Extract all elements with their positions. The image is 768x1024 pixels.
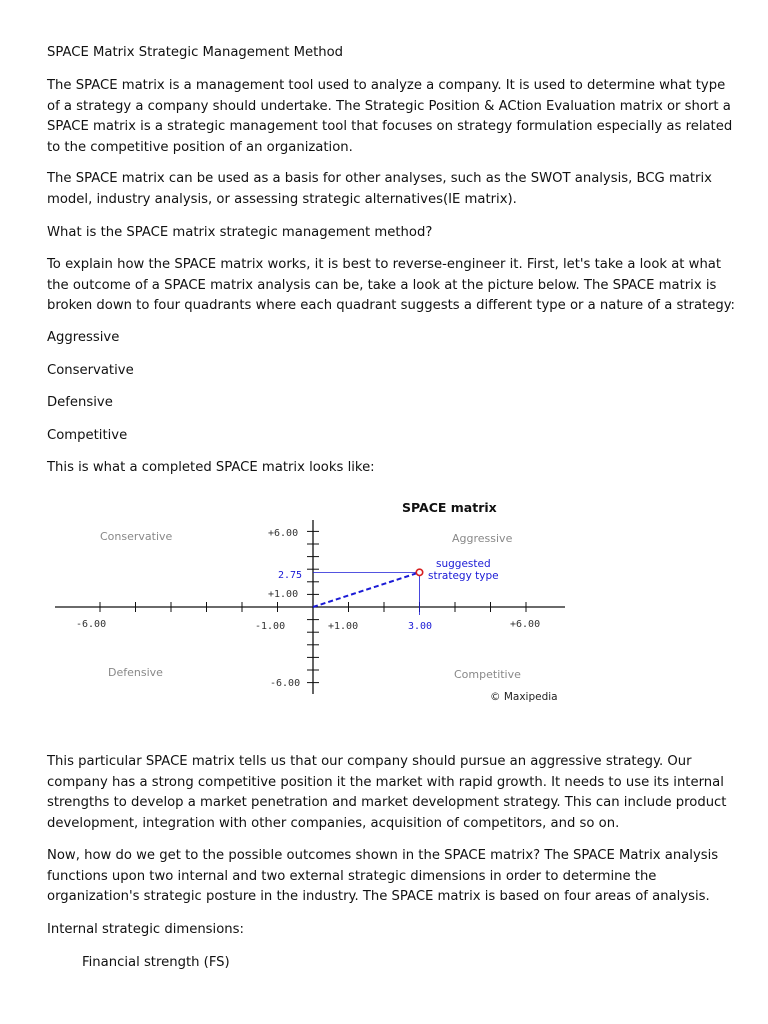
y-tick-pos1: +1.00 — [268, 589, 299, 600]
intro-paragraph: The SPACE matrix is a management tool used to analyze a company. It is used to determine what type of a strategy a company should undertake. The Strategic Position & ACtion Evaluation matrix or short a SPACE matrix is a strategic management tool that focuses on strategy formulation especially as related to the competitive position of an organization. — [47, 78, 733, 155]
uses-paragraph: The SPACE matrix can be used as a basis for other analyses, such as the SWOT analysis, BCG matrix model, industry analysis, or assessing strategic alternatives(IE matrix). — [47, 171, 712, 207]
space-matrix-chart — [40, 490, 600, 715]
annotation-line-2: strategy type — [428, 570, 499, 582]
quadrant-competitive: Competitive — [454, 668, 521, 681]
list-item-competitive: Competitive — [47, 428, 128, 443]
dimensions-paragraph: Now, how do we get to the possible outcomes shown in the SPACE matrix? The SPACE Matrix analysis functions upon two internal and two external strategic dimensions in order to determine the organization's strategic posture in the industry. The SPACE matrix is based on four areas of analysis. — [47, 848, 719, 904]
internal-heading: Internal strategic dimensions: — [47, 922, 244, 937]
chart-title: SPACE matrix — [402, 500, 497, 515]
list-item-defensive: Defensive — [47, 395, 113, 410]
data-marks — [313, 569, 423, 615]
y-tick-pos6: +6.00 — [268, 528, 299, 539]
strategy-point — [416, 569, 422, 575]
list-item-aggressive: Aggressive — [47, 330, 120, 345]
question-line: What is the SPACE matrix strategic management method? — [47, 225, 433, 240]
doc-heading: SPACE Matrix Strategic Management Method — [47, 45, 344, 60]
conclusion-paragraph: This particular SPACE matrix tells us that our company should pursue an aggressive strategy. Our company has a strong competitive position it the market with rapid growth. It needs to use its internal strengths to develop a market penetration and market development strategy. This can include product development, integration with other companies, acquisition of competitors, and so on. — [47, 754, 727, 831]
figure-intro: This is what a completed SPACE matrix looks like: — [47, 460, 375, 475]
quadrant-conservative: Conservative — [100, 530, 173, 543]
x-tick-neg1: -1.00 — [255, 621, 286, 632]
list-item-conservative: Conservative — [47, 363, 134, 378]
strategy-vector — [313, 572, 420, 607]
quadrant-defensive: Defensive — [108, 666, 163, 679]
credit-maxipedia: © Maxipedia — [490, 691, 558, 703]
annotation-line-1: suggested — [436, 558, 491, 570]
y-tick-2-75: 2.75 — [278, 570, 303, 581]
y-tick-neg6: -6.00 — [270, 678, 301, 689]
x-tick-pos1: +1.00 — [328, 621, 359, 632]
explain-paragraph: To explain how the SPACE matrix works, it is best to reverse-engineer it. First, let's take a look at what the outcome of a SPACE matrix analysis can be, take a look at the picture below. The SPACE matrix is broken down to four quadrants where each quadrant suggests a different type or a nature of a strategy: — [47, 257, 735, 313]
internal-item-fs: Financial strength (FS) — [82, 955, 230, 970]
x-tick-neg6: -6.00 — [76, 619, 107, 630]
x-tick-3: 3.00 — [408, 621, 433, 632]
space-matrix-figure — [40, 490, 600, 715]
quadrant-aggressive: Aggressive — [452, 532, 513, 545]
x-tick-pos6: +6.00 — [510, 619, 541, 630]
